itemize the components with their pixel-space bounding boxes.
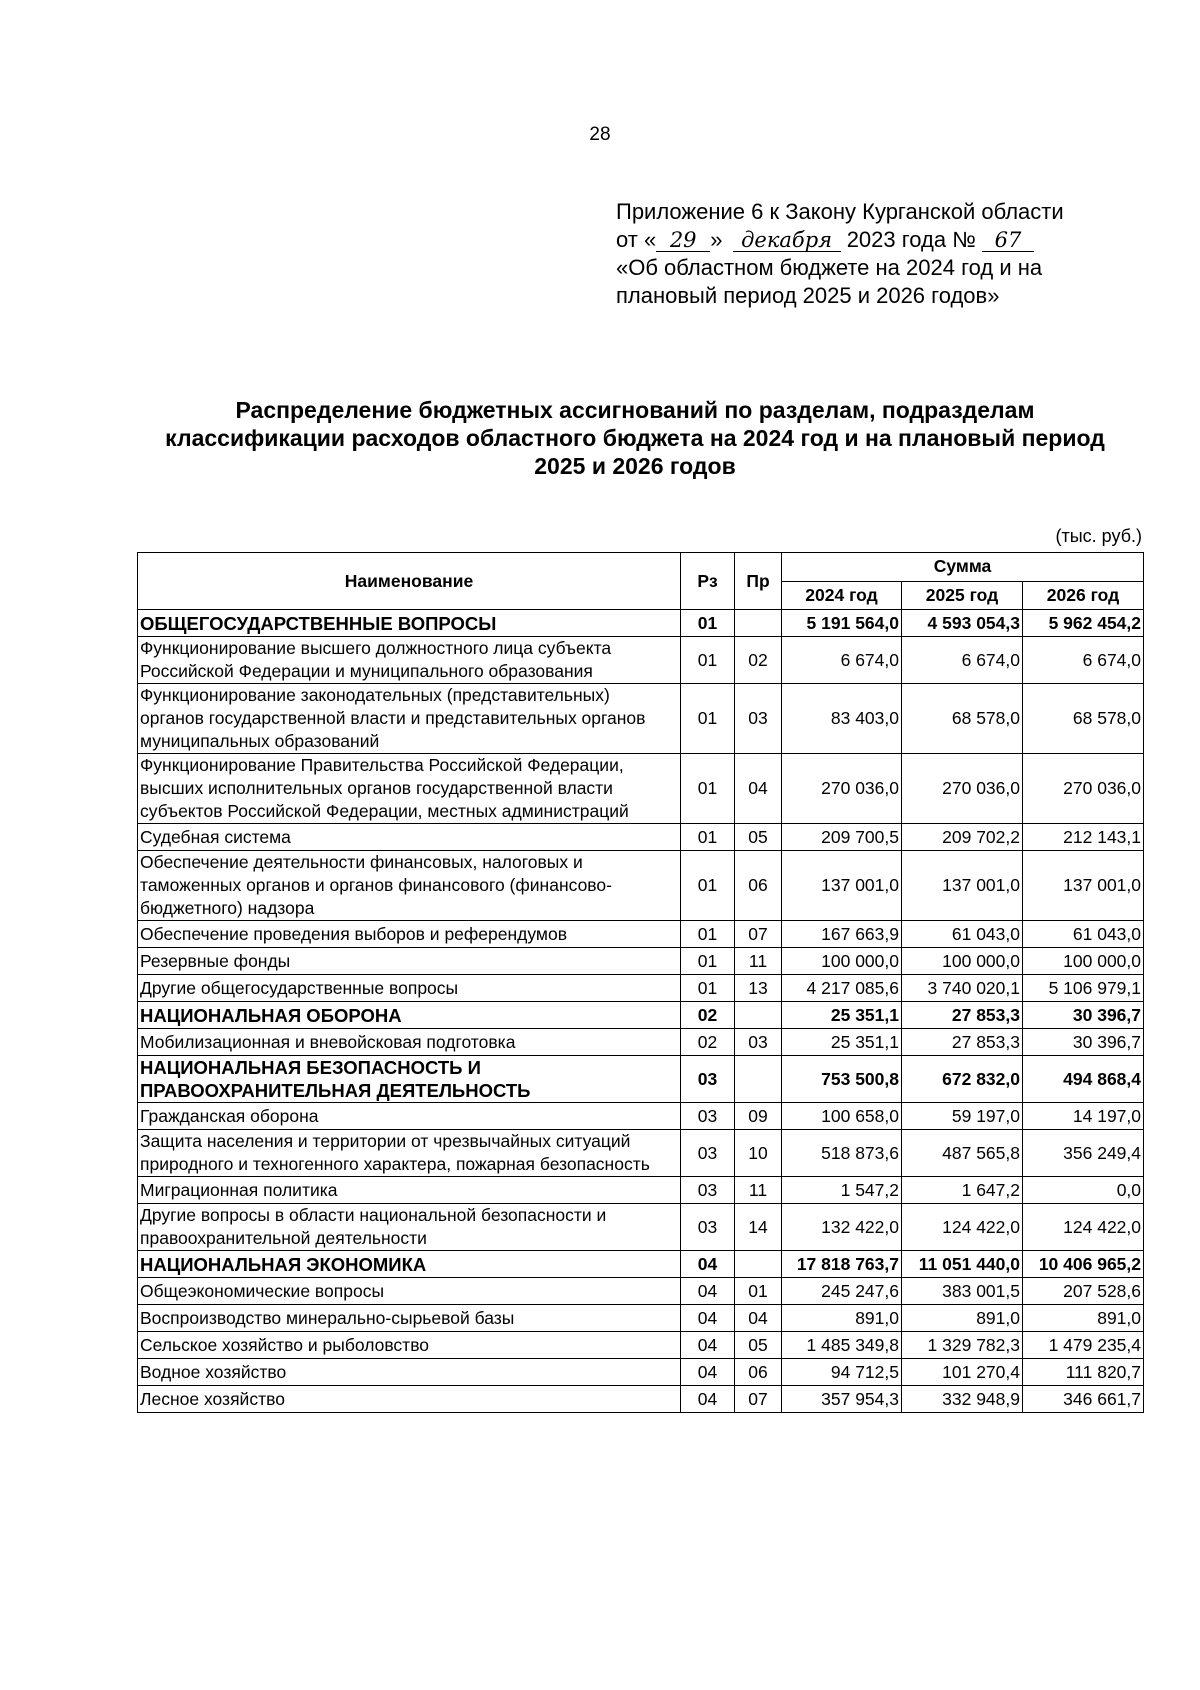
header-rz: Рз xyxy=(681,553,735,610)
row-value-2024: 245 247,6 xyxy=(782,1278,902,1305)
row-name: Мобилизационная и вневойсковая подготовка xyxy=(138,1029,681,1056)
row-value-2026: 124 422,0 xyxy=(1023,1204,1144,1251)
row-value-2026: 14 197,0 xyxy=(1023,1103,1144,1130)
row-value-2025: 672 832,0 xyxy=(902,1056,1023,1103)
row-name: Водное хозяйство xyxy=(138,1359,681,1386)
header-sum: Сумма xyxy=(782,553,1144,582)
row-pr: 11 xyxy=(735,1177,782,1204)
table-section-row xyxy=(138,1056,1144,1103)
row-rz: 01 xyxy=(681,975,735,1002)
row-value-2026: 5 106 979,1 xyxy=(1023,975,1144,1002)
row-value-2026: 68 578,0 xyxy=(1023,684,1144,754)
row-pr: 07 xyxy=(735,1386,782,1413)
row-pr: 05 xyxy=(735,1332,782,1359)
row-value-2026: 346 661,7 xyxy=(1023,1386,1144,1413)
row-rz: 04 xyxy=(681,1278,735,1305)
appendix-line-2 xyxy=(616,226,1136,254)
handwritten-month: декабря xyxy=(733,229,841,252)
row-value-2025: 11 051 440,0 xyxy=(902,1251,1023,1278)
row-value-2026: 10 406 965,2 xyxy=(1023,1251,1144,1278)
page-number: 28 xyxy=(589,124,611,145)
row-value-2024: 891,0 xyxy=(782,1305,902,1332)
table-row xyxy=(138,637,1144,684)
row-rz: 01 xyxy=(681,754,735,824)
row-name: НАЦИОНАЛЬНАЯ ЭКОНОМИКА xyxy=(138,1251,681,1278)
row-value-2024: 132 422,0 xyxy=(782,1204,902,1251)
row-rz: 01 xyxy=(681,921,735,948)
handwritten-law-number: 67 xyxy=(982,229,1034,252)
row-value-2024: 100 000,0 xyxy=(782,948,902,975)
row-value-2026: 61 043,0 xyxy=(1023,921,1144,948)
row-name: Другие вопросы в области национальной безопасности и правоохранительной деятельности xyxy=(138,1204,681,1251)
row-value-2026: 0,0 xyxy=(1023,1177,1144,1204)
header-2025: 2025 год xyxy=(902,581,1023,610)
row-value-2024: 100 658,0 xyxy=(782,1103,902,1130)
table-row xyxy=(138,824,1144,851)
row-value-2025: 383 001,5 xyxy=(902,1278,1023,1305)
row-rz: 01 xyxy=(681,610,735,637)
row-rz: 01 xyxy=(681,824,735,851)
row-rz: 03 xyxy=(681,1130,735,1177)
row-value-2024: 6 674,0 xyxy=(782,637,902,684)
row-value-2025: 1 647,2 xyxy=(902,1177,1023,1204)
row-name: Воспроизводство минерально-сырьевой базы xyxy=(138,1305,681,1332)
row-pr: 13 xyxy=(735,975,782,1002)
row-pr: 03 xyxy=(735,684,782,754)
document-title xyxy=(130,396,1140,480)
row-value-2026: 212 143,1 xyxy=(1023,824,1144,851)
table-section-row xyxy=(138,1251,1144,1278)
row-value-2026: 137 001,0 xyxy=(1023,851,1144,921)
row-rz: 04 xyxy=(681,1332,735,1359)
row-value-2026: 6 674,0 xyxy=(1023,637,1144,684)
row-value-2024: 518 873,6 xyxy=(782,1130,902,1177)
table-row xyxy=(138,1332,1144,1359)
row-rz: 01 xyxy=(681,851,735,921)
row-value-2025: 61 043,0 xyxy=(902,921,1023,948)
row-rz: 02 xyxy=(681,1029,735,1056)
title-line-2: классификации расходов областного бюджета на 2024 год и на плановый период xyxy=(165,425,1105,451)
table-row xyxy=(138,1103,1144,1130)
row-value-2026: 494 868,4 xyxy=(1023,1056,1144,1103)
appendix-line-4: плановый период 2025 и 2026 годов» xyxy=(616,283,1000,308)
row-value-2025: 101 270,4 xyxy=(902,1359,1023,1386)
row-value-2025: 100 000,0 xyxy=(902,948,1023,975)
table-body xyxy=(138,610,1144,1413)
appendix-quote-close: » xyxy=(710,227,723,252)
row-value-2024: 94 712,5 xyxy=(782,1359,902,1386)
row-value-2025: 137 001,0 xyxy=(902,851,1023,921)
row-pr: 02 xyxy=(735,637,782,684)
appendix-line-1: Приложение 6 к Закону Курганской области xyxy=(616,199,1064,224)
row-pr xyxy=(735,1002,782,1029)
row-value-2026: 5 962 454,2 xyxy=(1023,610,1144,637)
row-value-2024: 1 547,2 xyxy=(782,1177,902,1204)
row-rz: 03 xyxy=(681,1103,735,1130)
row-name: Гражданская оборона xyxy=(138,1103,681,1130)
row-value-2025: 1 329 782,3 xyxy=(902,1332,1023,1359)
row-name: Судебная система xyxy=(138,824,681,851)
row-rz: 01 xyxy=(681,948,735,975)
row-pr: 10 xyxy=(735,1130,782,1177)
row-pr: 14 xyxy=(735,1204,782,1251)
row-value-2025: 124 422,0 xyxy=(902,1204,1023,1251)
header-2024: 2024 год xyxy=(782,581,902,610)
row-pr: 03 xyxy=(735,1029,782,1056)
row-value-2025: 27 853,3 xyxy=(902,1002,1023,1029)
table-row xyxy=(138,851,1144,921)
units-label: (тыс. руб.) xyxy=(1055,526,1142,546)
row-name: Сельское хозяйство и рыболовство xyxy=(138,1332,681,1359)
row-value-2024: 209 700,5 xyxy=(782,824,902,851)
row-name: Обеспечение деятельности финансовых, налоговых и таможенных органов и органов финансового (финансово-бюджетного) надзора xyxy=(138,851,681,921)
row-pr: 05 xyxy=(735,824,782,851)
row-name: НАЦИОНАЛЬНАЯ ОБОРОНА xyxy=(138,1002,681,1029)
row-rz: 04 xyxy=(681,1359,735,1386)
row-value-2024: 4 217 085,6 xyxy=(782,975,902,1002)
row-value-2024: 357 954,3 xyxy=(782,1386,902,1413)
row-value-2025: 891,0 xyxy=(902,1305,1023,1332)
row-value-2025: 4 593 054,3 xyxy=(902,610,1023,637)
table-row xyxy=(138,1029,1144,1056)
header-2026: 2026 год xyxy=(1023,581,1144,610)
row-pr: 07 xyxy=(735,921,782,948)
row-rz: 03 xyxy=(681,1204,735,1251)
row-value-2026: 30 396,7 xyxy=(1023,1002,1144,1029)
row-pr xyxy=(735,1251,782,1278)
row-value-2024: 137 001,0 xyxy=(782,851,902,921)
row-pr: 04 xyxy=(735,1305,782,1332)
row-name: Резервные фонды xyxy=(138,948,681,975)
table-row xyxy=(138,1204,1144,1251)
row-value-2025: 27 853,3 xyxy=(902,1029,1023,1056)
row-value-2026: 356 249,4 xyxy=(1023,1130,1144,1177)
table-row xyxy=(138,921,1144,948)
table-row xyxy=(138,1359,1144,1386)
row-value-2026: 207 528,6 xyxy=(1023,1278,1144,1305)
row-name: Обеспечение проведения выборов и референдумов xyxy=(138,921,681,948)
row-pr xyxy=(735,1056,782,1103)
row-name: Другие общегосударственные вопросы xyxy=(138,975,681,1002)
table-row xyxy=(138,975,1144,1002)
row-value-2025: 487 565,8 xyxy=(902,1130,1023,1177)
row-value-2026: 270 036,0 xyxy=(1023,754,1144,824)
table-row xyxy=(138,1278,1144,1305)
title-line-3: 2025 и 2026 годов xyxy=(534,453,736,479)
row-value-2024: 17 818 763,7 xyxy=(782,1251,902,1278)
title-line-1: Распределение бюджетных ассигнований по разделам, подразделам xyxy=(235,397,1035,423)
row-rz: 04 xyxy=(681,1305,735,1332)
row-rz: 04 xyxy=(681,1251,735,1278)
row-value-2024: 25 351,1 xyxy=(782,1029,902,1056)
row-value-2025: 6 674,0 xyxy=(902,637,1023,684)
row-name: Функционирование высшего должностного лица субъекта Российской Федерации и муниципального образования xyxy=(138,637,681,684)
table-row xyxy=(138,1177,1144,1204)
row-value-2025: 3 740 020,1 xyxy=(902,975,1023,1002)
row-value-2024: 5 191 564,0 xyxy=(782,610,902,637)
row-value-2024: 25 351,1 xyxy=(782,1002,902,1029)
row-rz: 02 xyxy=(681,1002,735,1029)
row-value-2024: 1 485 349,8 xyxy=(782,1332,902,1359)
table-row xyxy=(138,948,1144,975)
row-value-2024: 753 500,8 xyxy=(782,1056,902,1103)
table-row xyxy=(138,1130,1144,1177)
row-pr: 06 xyxy=(735,1359,782,1386)
row-rz: 01 xyxy=(681,637,735,684)
row-pr xyxy=(735,610,782,637)
row-rz: 03 xyxy=(681,1056,735,1103)
row-value-2025: 59 197,0 xyxy=(902,1103,1023,1130)
row-value-2026: 30 396,7 xyxy=(1023,1029,1144,1056)
header-pr: Пр xyxy=(735,553,782,610)
row-name: Защита населения и территории от чрезвычайных ситуаций природного и техногенного характера, пожарная безопасность xyxy=(138,1130,681,1177)
table-header xyxy=(138,553,1144,610)
appendix-year-text: 2023 года № xyxy=(846,227,976,252)
row-value-2025: 270 036,0 xyxy=(902,754,1023,824)
row-name: Функционирование законодательных (представительных) органов государственной власти и представительных органов муниципальных образований xyxy=(138,684,681,754)
row-pr: 06 xyxy=(735,851,782,921)
handwritten-day: 29 xyxy=(656,229,710,252)
row-name: Миграционная политика xyxy=(138,1177,681,1204)
header-name: Наименование xyxy=(138,553,681,610)
row-name: Лесное хозяйство xyxy=(138,1386,681,1413)
appendix-reference xyxy=(616,198,1136,310)
row-pr: 01 xyxy=(735,1278,782,1305)
row-name: ОБЩЕГОСУДАРСТВЕННЫЕ ВОПРОСЫ xyxy=(138,610,681,637)
row-rz: 01 xyxy=(681,684,735,754)
row-value-2025: 68 578,0 xyxy=(902,684,1023,754)
row-value-2024: 270 036,0 xyxy=(782,754,902,824)
row-value-2025: 332 948,9 xyxy=(902,1386,1023,1413)
table-section-row xyxy=(138,610,1144,637)
appendix-from-prefix: от « xyxy=(616,227,657,252)
row-name: Общеэкономические вопросы xyxy=(138,1278,681,1305)
budget-table xyxy=(137,552,1144,1413)
row-value-2026: 100 000,0 xyxy=(1023,948,1144,975)
table-section-row xyxy=(138,1002,1144,1029)
row-value-2026: 891,0 xyxy=(1023,1305,1144,1332)
row-value-2024: 167 663,9 xyxy=(782,921,902,948)
row-rz: 04 xyxy=(681,1386,735,1413)
row-value-2025: 209 702,2 xyxy=(902,824,1023,851)
row-name: НАЦИОНАЛЬНАЯ БЕЗОПАСНОСТЬ И ПРАВООХРАНИТЕЛЬНАЯ ДЕЯТЕЛЬНОСТЬ xyxy=(138,1056,681,1103)
row-pr: 04 xyxy=(735,754,782,824)
row-value-2026: 111 820,7 xyxy=(1023,1359,1144,1386)
table-row xyxy=(138,684,1144,754)
row-value-2026: 1 479 235,4 xyxy=(1023,1332,1144,1359)
row-pr: 09 xyxy=(735,1103,782,1130)
appendix-line-3: «Об областном бюджете на 2024 год и на xyxy=(616,255,1043,280)
row-rz: 03 xyxy=(681,1177,735,1204)
table-row xyxy=(138,1305,1144,1332)
row-pr: 11 xyxy=(735,948,782,975)
row-name: Функционирование Правительства Российской Федерации, высших исполнительных органов государственной власти субъектов Российской Федерации, местных администраций xyxy=(138,754,681,824)
table-row xyxy=(138,1386,1144,1413)
row-value-2024: 83 403,0 xyxy=(782,684,902,754)
table-row xyxy=(138,754,1144,824)
